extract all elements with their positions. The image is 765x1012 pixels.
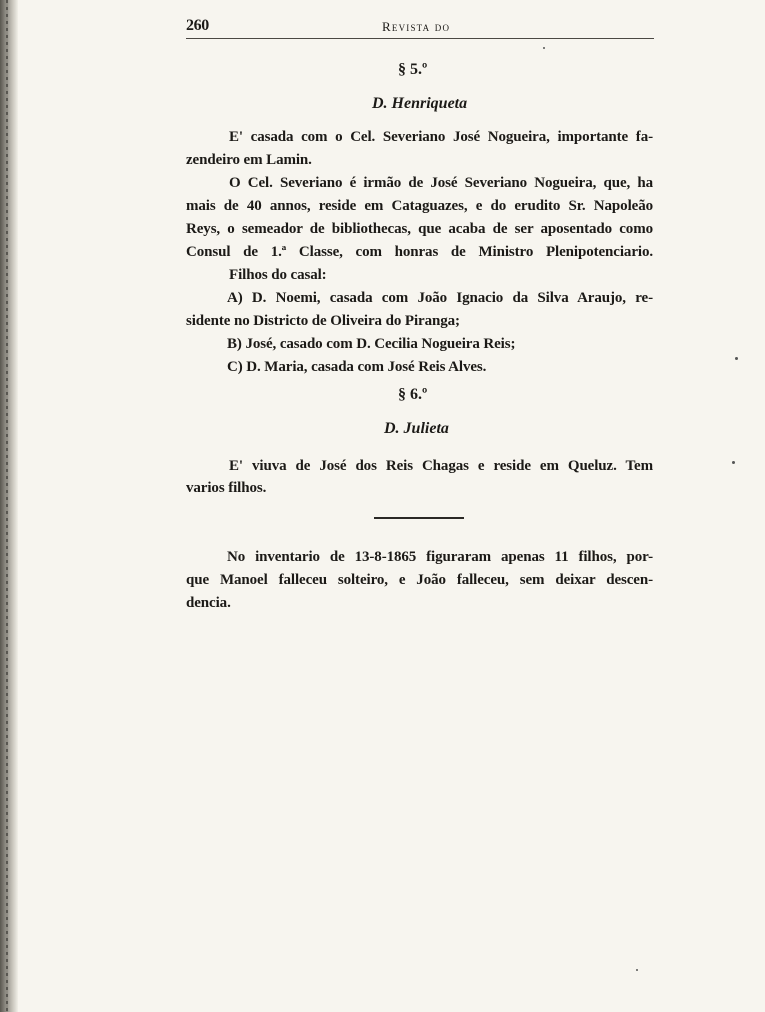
- scan-speck: [735, 357, 738, 360]
- page-number: 260: [186, 17, 209, 34]
- note-line: que Manoel falleceu solteiro, e João falleceu, sem deixar descen-: [186, 572, 653, 588]
- section-label-6: § 6.º: [398, 386, 428, 403]
- text-line: Reys, o semeador de bibliothecas, que acaba de ser aposentado como: [186, 221, 653, 237]
- section-heading-henriqueta: D. Henriqueta: [372, 95, 468, 112]
- list-item-c: C) D. Maria, casada com José Reis Alves.: [227, 359, 487, 375]
- book-binding-edge: [0, 0, 18, 1012]
- text-line: zendeiro em Lamin.: [186, 152, 312, 168]
- section-heading-julieta: D. Julieta: [384, 420, 449, 437]
- text-line: E' casada com o Cel. Severiano José Nogueira, importante fa-: [229, 129, 653, 145]
- text-line: mais de 40 annos, reside em Cataguazes, e do erudito Sr. Napoleão: [186, 198, 653, 214]
- note-line: dencia.: [186, 595, 231, 611]
- scan-speck: [636, 969, 638, 971]
- scan-speck: [732, 461, 735, 464]
- text-line: varios filhos.: [186, 480, 267, 496]
- section-label-5: § 5.º: [398, 61, 428, 78]
- text-line: Filhos do casal:: [229, 267, 327, 283]
- list-item-a: A) D. Noemi, casada com João Ignacio da Silva Araujo, re-: [227, 290, 653, 306]
- list-item-b: B) José, casado com D. Cecilia Nogueira Reis;: [227, 336, 516, 352]
- note-line: No inventario de 13-8-1865 figuraram apenas 11 filhos, por-: [227, 549, 653, 565]
- scan-speck: [543, 47, 545, 49]
- separator-rule: [374, 517, 464, 519]
- header-rule: [186, 38, 654, 39]
- text-line: O Cel. Severiano é irmão de José Severiano Nogueira, que, ha: [229, 175, 653, 191]
- text-line: Consul de 1.ª Classe, com honras de Ministro Plenipotenciario.: [186, 244, 653, 260]
- text-line: sidente no Districto de Oliveira do Piranga;: [186, 313, 460, 329]
- text-line: E' viuva de José dos Reis Chagas e reside em Queluz. Tem: [229, 458, 653, 474]
- running-head: Revista do: [382, 19, 451, 34]
